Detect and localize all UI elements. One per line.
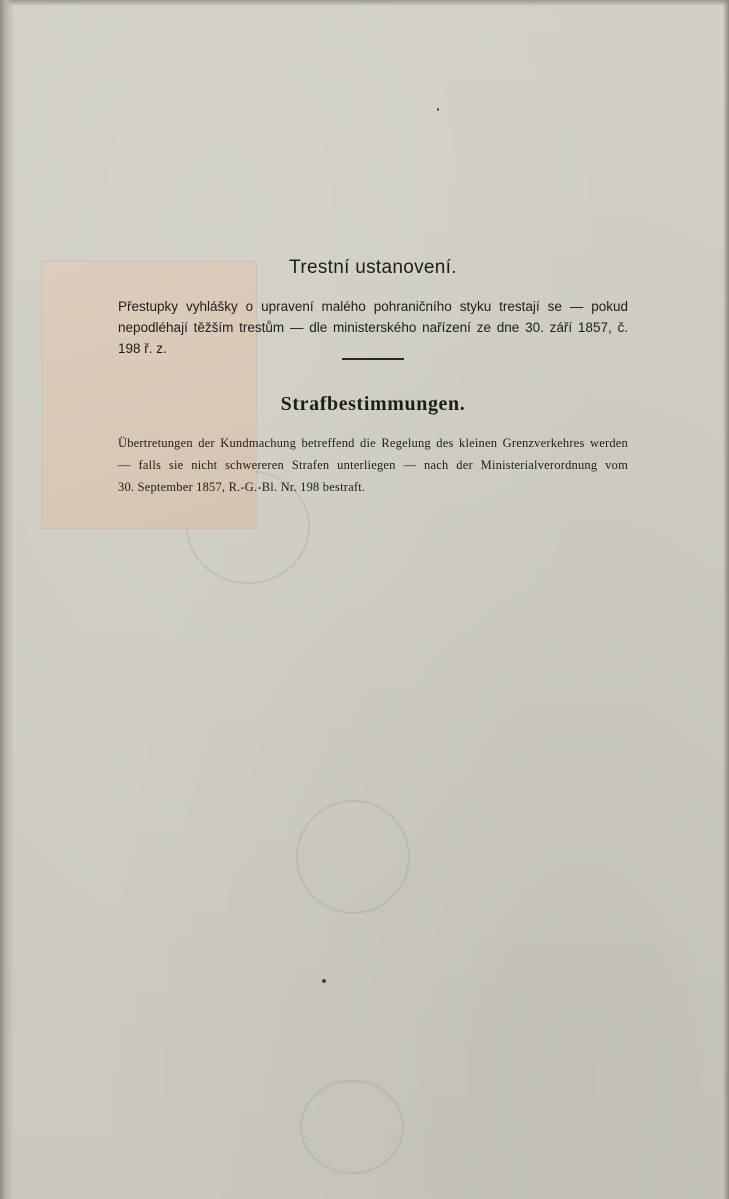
- czech-line-1: Přestupky vyhlášky o upravení malého pohraničního styku trestají se — pokud: [118, 299, 628, 314]
- ink-speck-small: [437, 108, 439, 111]
- ink-speck: [322, 979, 326, 983]
- czech-heading: Trestní ustanovení.: [289, 257, 457, 278]
- german-paragraph: [118, 432, 628, 498]
- paper-right-edge: [723, 0, 729, 1199]
- czech-paragraph: [118, 296, 628, 359]
- german-line-2: — falls sie nicht schwereren Strafen unterliegen — nach der Ministerialverordnung vom: [118, 458, 628, 472]
- paper-left-edge: [0, 0, 14, 1199]
- bleed-through-stamp-middle: [296, 800, 410, 914]
- czech-line-2: nepodléhají těžším trestům — dle ministerského nařízení ze dne 30. září 1857, č. 198 ř. z.: [118, 320, 628, 356]
- german-heading: Strafbestimmungen.: [280, 393, 466, 415]
- section-divider: [342, 358, 404, 360]
- german-line-1: Übertretungen der Kundmachung betreffend die Regelung des kleinen Grenzverkehres werden: [118, 436, 628, 450]
- bleed-through-stamp-bottom: [300, 1080, 404, 1174]
- paper-top-edge: [0, 0, 729, 6]
- german-line-3: 30. September 1857, R.-G.-Bl. Nr. 198 bestraft.: [118, 480, 366, 494]
